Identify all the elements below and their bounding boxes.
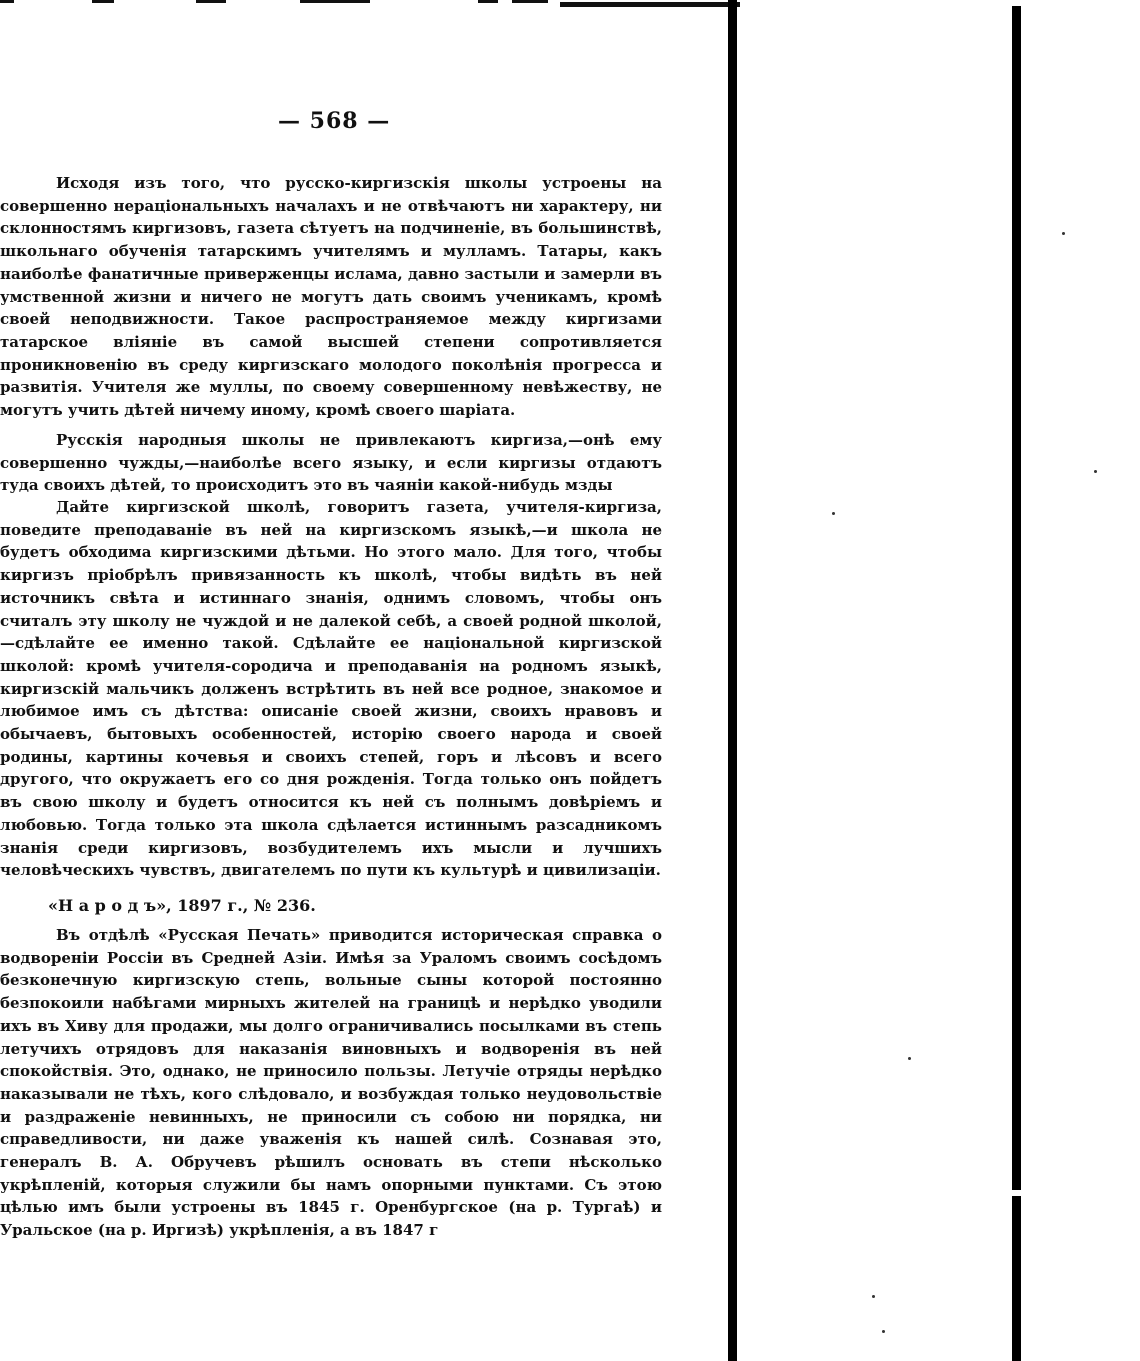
scan-speck <box>872 1295 875 1298</box>
scan-speck <box>1094 470 1097 473</box>
scan-speck <box>1062 232 1065 235</box>
page-number: — 568 — <box>278 108 391 134</box>
paragraph-3: Дайте киргизской школѣ, говоритъ газета, учителя-киргиза, поведите преподаваніе въ ней на киргизскомъ языкѣ,—и школа не будетъ обходима киргизскими дѣтьми. Но этого мало. Для того, чтобы киргизъ пріобрѣлъ привязанность къ школѣ, чтобы видѣть въ ней источникъ свѣта и истиннаго знанія, однимъ словомъ, чтобы онъ считалъ эту школу не чуждой и не далекой себѣ, а своей родной школой,—сдѣлайте ее именно такой. Сдѣлайте ее національной киргизской школой: кромѣ учителя-сородича и преподаванія на родномъ языкѣ, киргизскій мальчикъ долженъ встрѣтить въ ней все родное, знакомое и любимое имъ съ дѣтства: описаніе своей жизни, своихъ нравовъ и обычаевъ, бытовыхъ особенностей, исторію своего народа и своей родины, картины кочевья и своихъ степей, горъ и лѣсовъ и всего другого, что окружаетъ его со дня рожденія. Тогда только онъ пойдетъ въ свою школу и будетъ относится къ ней съ полнымъ довѣріемъ и любовью. Тогда только эта школа сдѣлается истиннымъ разсадникомъ знанія среди киргизовъ, возбудителемъ ихъ мысли и лучшихъ человѣческихъ чувствъ, двигателемъ по пути къ культурѣ и цивилизаціи. <box>0 498 662 880</box>
paragraph-block <box>0 496 662 882</box>
scan-speck <box>832 512 835 515</box>
paragraph-2: Русскія народныя школы не привлекаютъ киргиза,—онѣ ему совершенно чужды,—наиболѣе всего языку, и если киргизы отдаютъ туда своихъ дѣтей, то происходитъ это въ чаяніи какой-нибудь мзды <box>0 431 662 495</box>
scan-artifact-top <box>0 0 740 10</box>
page-edge-right <box>1012 0 1021 1361</box>
paragraph-block <box>0 172 662 422</box>
scan-speck <box>882 1330 885 1333</box>
paragraph-4: Въ отдѣлѣ «Русская Печать» приводится историческая справка о водвореніи Россіи въ Средней Азіи. Имѣя за Ураломъ своимъ сосѣдомъ безконечную киргизскую степь, вольные сыны которой постоянно безпокоили набѣгами мирныхъ жителей на границѣ и нерѣдко уводили ихъ въ Хиву для продажи, мы долго ограничивались посылками въ степь летучихъ отрядовъ для наказанія виновныхъ и водворенія въ ней спокойствія. Это, однако, не приносило пользы. Летучіе отряды нерѣдко наказывали не тѣхъ, кого слѣдовало, и возбуждая только неудовольствіе и раздраженіе невинныхъ, не приносили съ собою ни порядка, ни справедливости, ни даже уваженія къ нашей силѣ. Сознавая это, генералъ В. А. Обручевъ рѣшилъ основать въ степи нѣсколько укрѣпленій, которыя служили бы намъ опорными пунктами. Съ этою цѣлью имъ были устроены въ 1845 г. Оренбургское (на р. Тургаѣ) и Уральское (на р. Иргизѣ) укрѣпленія, а въ 1847 г <box>0 926 662 1240</box>
scan-speck <box>908 1057 911 1060</box>
paragraph-1: Исходя изъ того, что русско-киргизскія школы устроены на совершенно нераціональныхъ началахъ и не отвѣчаютъ ни характеру, ни склонностямъ киргизовъ, газета сѣтуетъ на подчиненіе, въ большинствѣ, школьнаго обученія татарскимъ учителямъ и мулламъ. Татары, какъ наиболѣе фанатичные приверженцы ислама, давно застыли и замерли въ умственной жизни и ничего не могутъ дать своимъ ученикамъ, кромѣ своей неподвижности. Такое распространяемое между киргизами татарское вліяніе въ самой высшей степени сопротивляется проникновенію въ среду киргизскаго молодого поколѣнія прогресса и развитія. Учителя же муллы, по своему совершенному невѣжеству, не могутъ учить дѣтей ничему иному, кромѣ своего шаріата. <box>0 174 662 420</box>
paragraph-block <box>0 429 662 497</box>
paragraph-block <box>0 924 662 1242</box>
page-edge-left <box>728 0 737 1361</box>
source-heading: «Н а р о д ъ», 1897 г., № 236. <box>48 896 316 915</box>
